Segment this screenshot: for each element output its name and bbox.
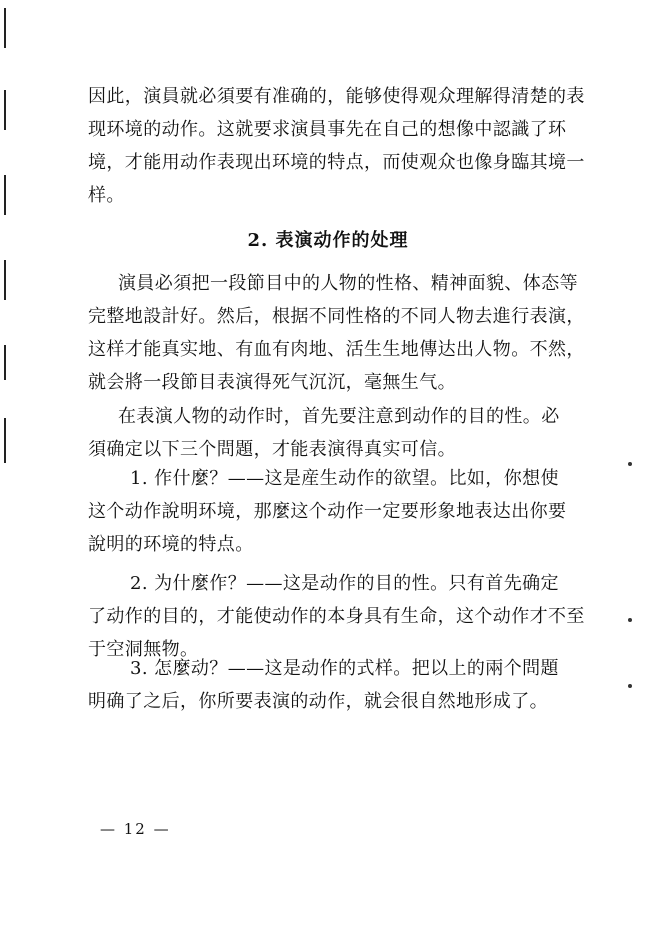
text-line: 这样才能真实地、有血有肉地、活生生地傳达出人物。不然， [88,339,585,360]
scan-edge-mark [4,90,6,130]
text-line: 境，才能用动作表现出环境的特点，而使观众也像身臨其境一 [88,152,585,173]
scan-edge-mark [4,175,6,215]
text-line: 在表演人物的动作时，首先要注意到动作的目的性。必 [118,406,560,427]
text-line: 就会將一段節目表演得死气沉沉，毫無生气。 [88,372,456,393]
text-line: 现环境的动作。这就要求演員事先在自己的想像中認識了环 [88,119,567,140]
scan-edge-mark [4,345,6,380]
page-number: — 12 — [100,820,171,838]
text-line: 演員必須把一段節目中的人物的性格、精神面貌、体态等 [118,273,578,294]
text-line: 完整地設計好。然后，根据不同性格的不同人物去進行表演， [88,306,585,327]
text-line: 須确定以下三个問題，才能表演得真实可信。 [88,439,456,460]
text-line: 于空洞無物。 [88,639,199,660]
scan-edge-mark [4,418,6,463]
text-line: 这个动作說明环境，那麼这个动作一定要形象地表达出你要 [88,501,567,522]
scan-speck [628,462,632,466]
list-item-line: 1. 作什麼？——这是産生动作的欲望。比如，你想使 [130,468,559,489]
text-line: 了动作的目的，才能使动作的本身具有生命，这个动作才不至 [88,606,585,627]
scan-edge-mark [4,8,6,48]
text-line: 样。 [88,185,125,206]
scan-speck [628,618,632,622]
text-line: 說明的环境的特点。 [88,534,254,555]
list-item-line: 3. 怎麼动？——这是动作的式样。把以上的兩个問題 [130,658,559,679]
text-line: 因此，演員就必須要有准确的，能够使得观众理解得清楚的表 [88,86,585,107]
scan-edge-mark [4,260,6,300]
text-line: 明确了之后，你所要表演的动作，就会很自然地形成了。 [88,691,548,712]
list-item-line: 2. 为什麼作？——这是动作的目的性。只有首先确定 [130,573,559,594]
scan-speck [628,684,632,688]
section-heading: 2. 表演动作的处理 [247,230,409,251]
